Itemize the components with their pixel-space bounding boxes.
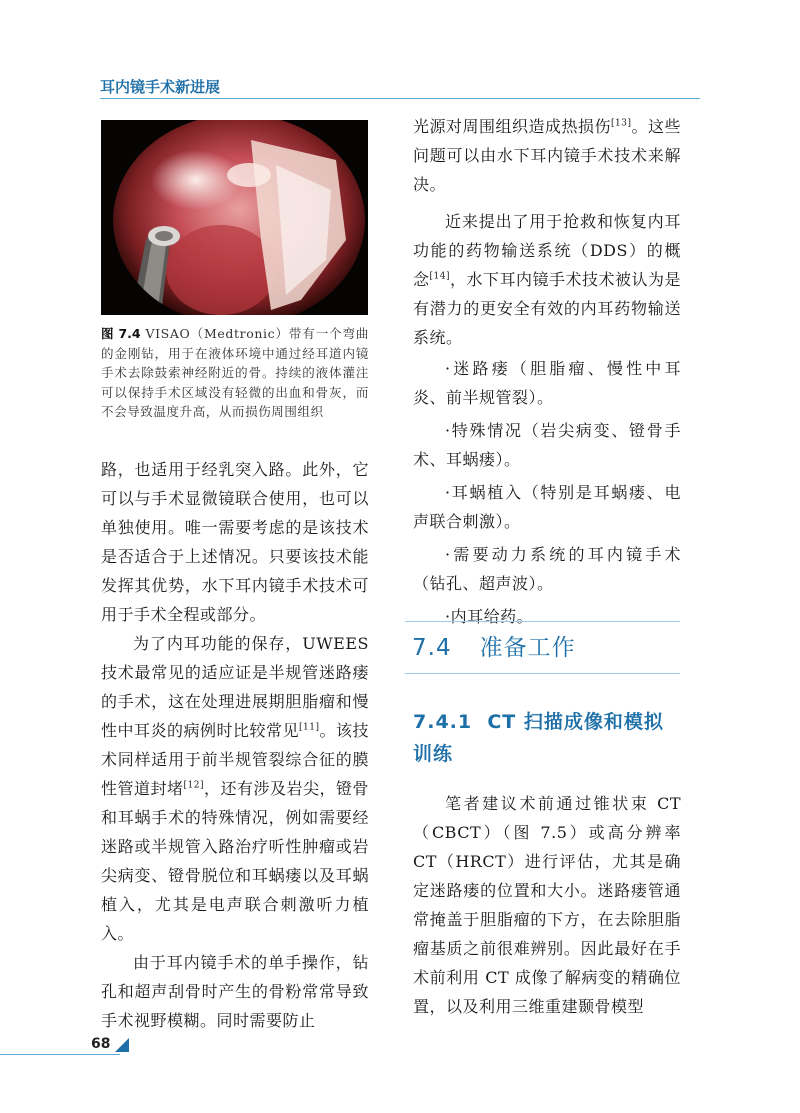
subsection-heading	[413, 706, 681, 770]
endoscopic-photo	[101, 120, 368, 315]
section-number: 7.4	[412, 635, 452, 661]
subsection-title: CT 扫描成像和模拟训练	[413, 711, 664, 765]
section-heading	[412, 629, 576, 662]
figure-label: 图 7.4	[101, 326, 141, 341]
left-paragraph-1: 路，也适用于经乳突入路。此外，它可以与手术显微镜联合使用，也可以单独使用。唯一需要考虑的是该技术是否适合于上述情况。只要该技术能发挥其优势，水下耳内镜手术技术可用于手术全程或部分。	[101, 460, 369, 624]
text-run: 。该技术同样适用于前半规管裂综合征的膜性管道封堵	[101, 721, 370, 798]
text-run: 光源对周围组织造成热损伤	[413, 117, 612, 136]
section-rule	[405, 673, 680, 674]
bullet-item: ·迷路瘘（胆脂瘤、慢性中耳炎、前半规管裂）。	[413, 359, 681, 407]
bullet-item: ·内耳给药。	[445, 607, 534, 626]
reference-13: [13]	[611, 118, 632, 129]
text-run: ，还有涉及岩尖，镫骨和耳蜗手术的特殊情况，例如需要经迷路或半规管入路治疗听性肿瘤或岩尖病变、镫骨脱位和耳蜗瘘以及耳蜗植入，尤其是电声联合刺激听力植入。	[101, 779, 370, 943]
right-paragraph-1	[413, 112, 681, 199]
text-run: 。这些问题可以由水下耳内镜手术技术来解决。	[413, 117, 682, 194]
page-number: 68	[91, 1036, 111, 1052]
running-header: 耳内镜手术新进展	[100, 78, 221, 96]
reference-14: [14]	[429, 271, 450, 282]
left-paragraph-3: 由于耳内镜手术的单手操作，钻孔和超声刮骨时产生的骨粉常常导致手术视野模糊。同时需要防止	[101, 953, 369, 1030]
text-run: 为了内耳功能的保存，UWEES技术最常见的适应证是半规管迷路瘘的手术，这在处理进展期胆脂瘤和慢性中耳炎的病例时比较常见	[101, 634, 369, 740]
reference-12: [12]	[183, 780, 204, 791]
figure-caption	[101, 324, 369, 422]
right-paragraph-2	[413, 207, 681, 352]
footer-rule	[0, 1054, 120, 1055]
left-column	[101, 455, 369, 1035]
section-title: 准备工作	[479, 635, 576, 661]
right-bottom-paragraph: 笔者建议术前通过锥状束 CT（CBCT）（图 7.5）或高分辨率 CT（HRCT）进行评估，尤其是确定迷路瘘的位置和大小。迷路瘘管通常掩盖于胆脂瘤的下方，在去除胆脂瘤基质之前很难辨别。因此最好在手术前利用 CT 成像了解病变的精确位置，以及利用三维重建颞骨模型	[413, 794, 681, 1016]
bullet-item: ·耳蜗植入（特别是耳蜗瘘、电声联合刺激）。	[413, 483, 681, 531]
reference-11: [11]	[299, 722, 320, 733]
left-paragraph-2	[101, 629, 369, 948]
bullet-item: ·需要动力系统的耳内镜手术（钻孔、超声波）。	[413, 545, 681, 593]
section-rule	[405, 621, 680, 622]
right-column-bottom	[413, 789, 681, 1021]
header-rule	[100, 98, 700, 99]
figure-caption-text: VISAO（Medtronic）带有一个弯曲的金刚钻，用于在液体环境中通过经耳道内镜手术去除鼓索神经附近的骨。持续的液体灌注可以保持手术区域没有轻微的出血和骨灰，而不会导致温度升高，从而损伤周围组织	[101, 326, 370, 419]
right-column	[413, 112, 681, 631]
subsection-number: 7.4.1	[413, 711, 473, 733]
text-run: ，水下耳内镜手术技术被认为是有潜力的更安全有效的内耳药物输送系统。	[413, 270, 682, 347]
bullet-item: ·特殊情况（岩尖病变、镫骨手术、耳蜗瘘）。	[413, 421, 681, 469]
text-run: 近来提出了用于抢救和恢复内耳功能的药物输送系统（DDS）的概念	[413, 212, 681, 289]
